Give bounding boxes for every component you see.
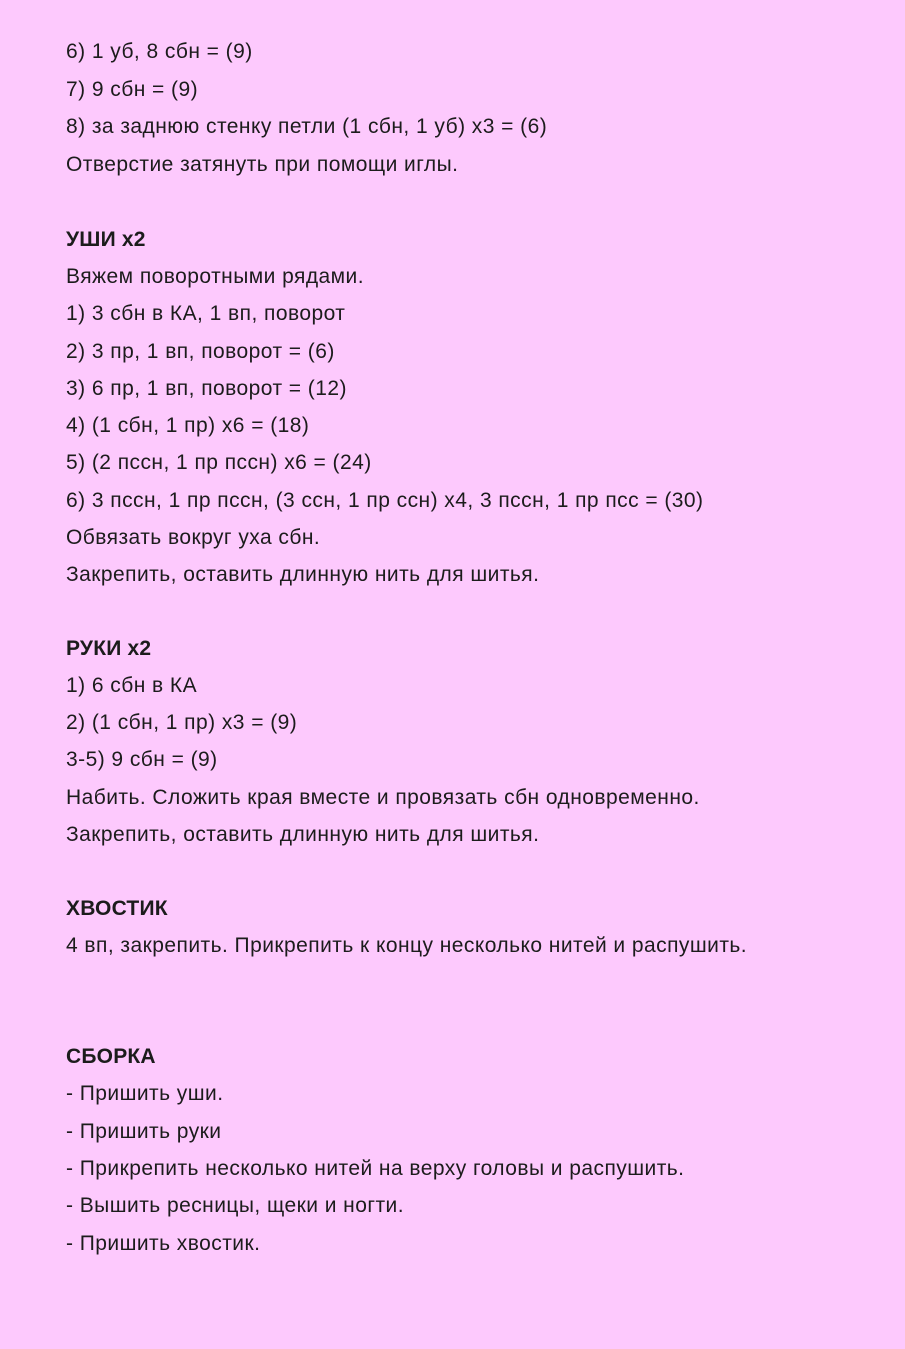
ears-line-8: Обвязать вокруг уха сбн.: [66, 526, 321, 549]
ears-line-2: 1) 3 сбн в КА, 1 вп, поворот: [66, 302, 346, 325]
assembly-step-4: - Вышить ресницы, щеки и ногти.: [66, 1194, 404, 1217]
assembly-step-3: - Прикрепить несколько нитей на верху головы и распушить.: [66, 1157, 685, 1180]
ears-line-9: Закрепить, оставить длинную нить для шитья.: [66, 563, 540, 586]
ears-line-7: 6) 3 пссн, 1 пр пссн, (3 ссн, 1 пр ссн) х4, 3 пссн, 1 пр псс = (30): [66, 489, 704, 512]
arms-line-3: 3-5) 9 сбн = (9): [66, 748, 218, 771]
intro-row-6: 6) 1 уб, 8 сбн = (9): [66, 40, 253, 63]
ears-line-6: 5) (2 пссн, 1 пр пссн) х6 = (24): [66, 451, 372, 474]
assembly-heading: СБОРКА: [66, 1045, 156, 1068]
ears-heading: УШИ х2: [66, 228, 146, 251]
intro-row-8: 8) за заднюю стенку петли (1 сбн, 1 уб) х3 = (6): [66, 115, 548, 138]
intro-row-7: 7) 9 сбн = (9): [66, 78, 199, 101]
ears-line-5: 4) (1 сбн, 1 пр) х6 = (18): [66, 414, 310, 437]
ears-line-1: Вяжем поворотными рядами.: [66, 265, 365, 288]
ears-line-3: 2) 3 пр, 1 вп, поворот = (6): [66, 340, 335, 363]
arms-line-2: 2) (1 сбн, 1 пр) х3 = (9): [66, 711, 298, 734]
tail-heading: ХВОСТИК: [66, 897, 168, 920]
ears-line-4: 3) 6 пр, 1 вп, поворот = (12): [66, 377, 347, 400]
assembly-step-1: - Пришить уши.: [66, 1082, 224, 1105]
intro-note: Отверстие затянуть при помощи иглы.: [66, 153, 459, 176]
arms-line-5: Закрепить, оставить длинную нить для шитья.: [66, 823, 540, 846]
arms-line-1: 1) 6 сбн в КА: [66, 674, 198, 697]
assembly-step-2: - Пришить руки: [66, 1120, 222, 1143]
tail-line-1: 4 вп, закрепить. Прикрепить к концу несколько нитей и распушить.: [66, 934, 748, 957]
arms-line-4: Набить. Сложить края вместе и провязать сбн одновременно.: [66, 786, 700, 809]
arms-heading: РУКИ х2: [66, 637, 152, 660]
assembly-step-5: - Пришить хвостик.: [66, 1232, 261, 1255]
